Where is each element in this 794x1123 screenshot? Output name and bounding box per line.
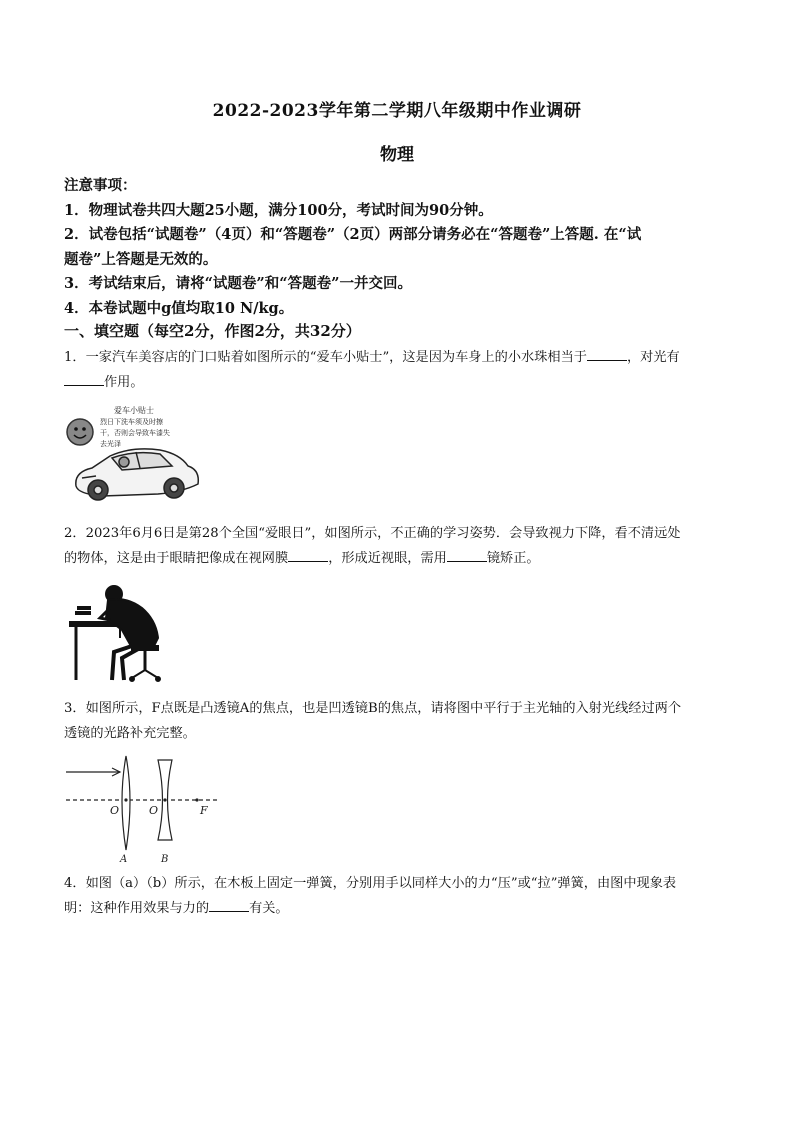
question-text: ，对光有 — [627, 350, 680, 365]
answer-blank[interactable] — [209, 898, 249, 912]
question-3 — [64, 696, 732, 746]
car-tips-figure — [62, 400, 210, 508]
answer-blank[interactable] — [447, 548, 487, 562]
notice-item: 题卷”上答题是无效的。 — [64, 250, 218, 268]
question-text: 透镜的光路补充完整。 — [64, 726, 196, 741]
subject-title: 物理 — [380, 145, 414, 165]
question-text: 1．一家汽车美容店的门口贴着如图所示的“爱车小贴士”，这是因为车身上的小水珠相当于 — [64, 350, 587, 365]
notice-item: 3．考试结束后，请将“试题卷”和“答题卷”一并交回。 — [64, 275, 412, 292]
label-a: A — [120, 854, 128, 865]
question-text: 镜矫正。 — [486, 551, 540, 566]
notice-item: 4．本卷试题中g值均取10 N/kg。 — [64, 299, 294, 317]
tip-text-line: 爱车小贴士 — [114, 406, 154, 415]
answer-blank[interactable] — [288, 548, 328, 562]
question-text: 有关。 — [249, 901, 289, 916]
question-text: 3．如图所示，F点既是凸透镜A的焦点，也是凹透镜B的焦点，请将图中平行于主光轴的入射光线经过两个 — [64, 701, 682, 716]
question-text: ，形成近视眼，需用 — [328, 551, 447, 566]
question-2 — [64, 521, 732, 571]
label-b: B — [161, 854, 169, 865]
tip-text-line: 去光泽 — [100, 440, 121, 448]
convex-lens-icon — [122, 756, 130, 850]
question-text: 作用。 — [104, 375, 144, 390]
student-desk-illustration — [70, 586, 160, 681]
answer-blank[interactable] — [64, 372, 104, 386]
question-4 — [64, 871, 732, 921]
label-o2: O — [149, 804, 159, 817]
label-o1: O — [110, 804, 120, 817]
smiley-face-icon — [67, 419, 93, 445]
question-text: 4．如图（a）（b）所示，在木板上固定一弹簧，分别用手以同样大小的力“压”或“拉”弹簧，由图中现象表 — [64, 876, 677, 891]
question-text: 的物体，这是由于眼睛把像成在视网膜 — [64, 551, 289, 566]
notice-item: 1．物理试卷共四大题25小题，满分100分，考试时间为90分钟。 — [64, 201, 493, 219]
answer-blank[interactable] — [587, 347, 627, 361]
notice-block — [64, 174, 734, 321]
tip-text-line: 干，否则会导致车漆失 — [100, 429, 170, 437]
exam-title: 2022-2023学年第二学期八年级期中作业调研 — [212, 101, 582, 121]
question-1 — [64, 345, 732, 395]
label-f: F — [200, 804, 208, 817]
lens-diagram — [62, 752, 222, 866]
notice-item: 2．试卷包括“试题卷”（4页）和“答题卷”（2页）两部分请务必在“答题卷”上答题. 在“试 — [64, 226, 642, 243]
bad-posture-figure — [66, 578, 176, 684]
section-heading: 一、填空题（每空2分，作图2分，共32分） — [64, 322, 361, 340]
question-text: 明：这种作用效果与力的 — [64, 901, 210, 916]
tip-text-line: 烈日下洗车须及时擦 — [100, 418, 163, 426]
notice-heading: 注意事项： — [64, 177, 137, 194]
question-text: 2．2023年6月6日是第28个全国“爱眼日”，如图所示，不正确的学习姿势．会导致视力下降，看不清远处 — [64, 526, 681, 541]
car-icon — [76, 449, 198, 500]
